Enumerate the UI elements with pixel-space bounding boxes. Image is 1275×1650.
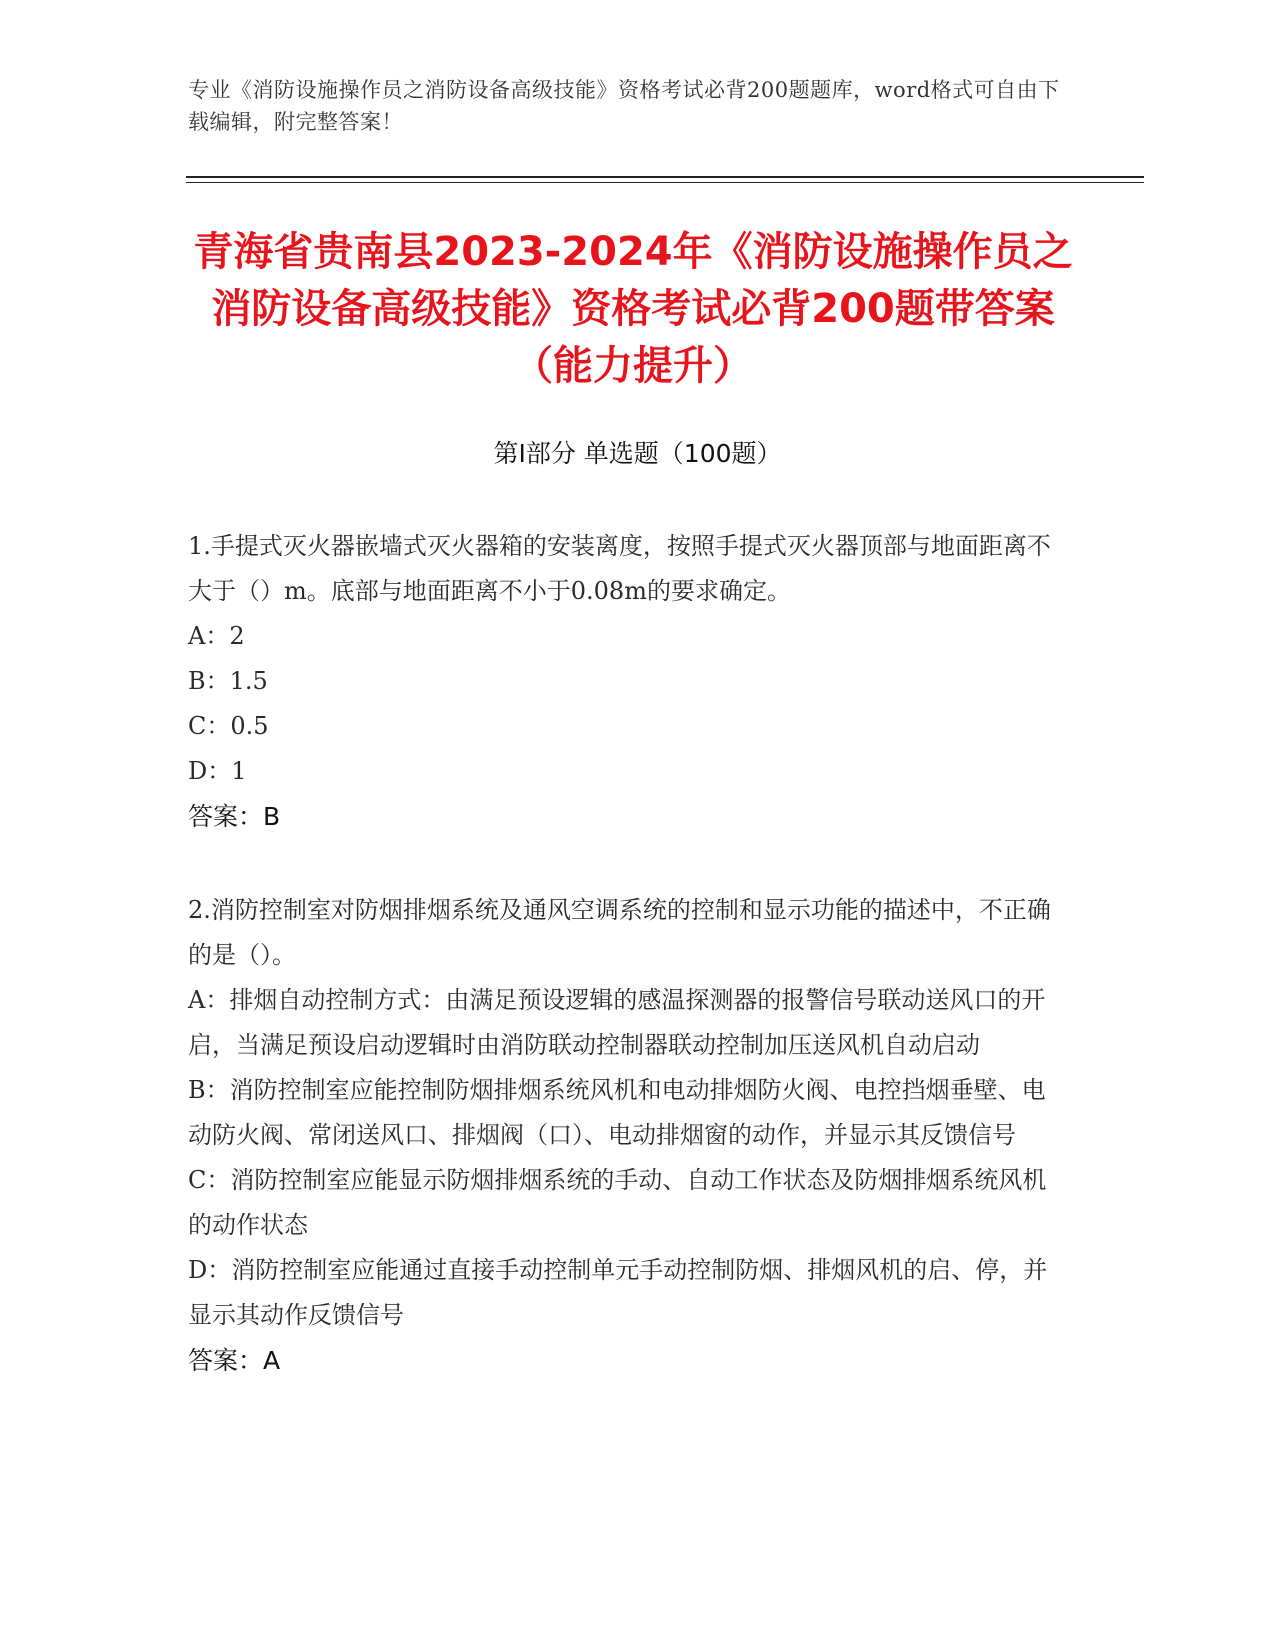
answer-label: 答案：A [188, 1346, 281, 1375]
question-item [188, 888, 1068, 1383]
option-d: D：消防控制室应能通过直接手动控制单元手动控制防烟、排烟风机的启、停，并显示其动作反馈信号 [188, 1256, 1048, 1329]
option-a: A：2 [188, 622, 245, 650]
option-b: B：消防控制室应能控制防烟排烟系统风机和电动排烟防火阀、电控挡烟垂壁、电动防火阀、常闭送风口、排烟阀（口）、电动排烟窗的动作，并显示其反馈信号 [188, 1076, 1046, 1149]
header-divider-thin [186, 182, 1144, 183]
option-d: D：1 [188, 757, 247, 785]
option-c: C：0.5 [188, 712, 269, 740]
option-b: B：1.5 [188, 667, 268, 695]
question-item [188, 524, 1068, 839]
option-a: A：排烟自动控制方式：由满足预设逻辑的感温探测器的报警信号联动送风口的开启，当满足预设启动逻辑时由消防联动控制器联动控制加压送风机自动启动 [188, 986, 1046, 1059]
question-text: 1.手提式灭火器嵌墙式灭火器箱的安装离度，按照手提式灭火器顶部与地面距离不大于（）m。底部与地面距离不小于0.08m的要求确定。 [188, 532, 1051, 605]
document-title: 青海省贵南县2023-2024年《消防设施操作员之消防设备高级技能》资格考试必背200题带答案（能力提升） [193, 229, 1073, 389]
option-c: C：消防控制室应能显示防烟排烟系统的手动、自动工作状态及防烟排烟系统风机的动作状态 [188, 1166, 1047, 1239]
question-text: 2.消防控制室对防烟排烟系统及通风空调系统的控制和显示功能的描述中，不正确的是（）。 [188, 896, 1051, 969]
answer-label: 答案：B [188, 802, 281, 831]
header-divider-thick [186, 176, 1144, 178]
header-note: 专业《消防设施操作员之消防设备高级技能》资格考试必背200题题库，word格式可自由下载编辑，附完整答案！ [188, 78, 1060, 134]
section-heading: 第I部分 单选题（100题） [493, 439, 782, 468]
